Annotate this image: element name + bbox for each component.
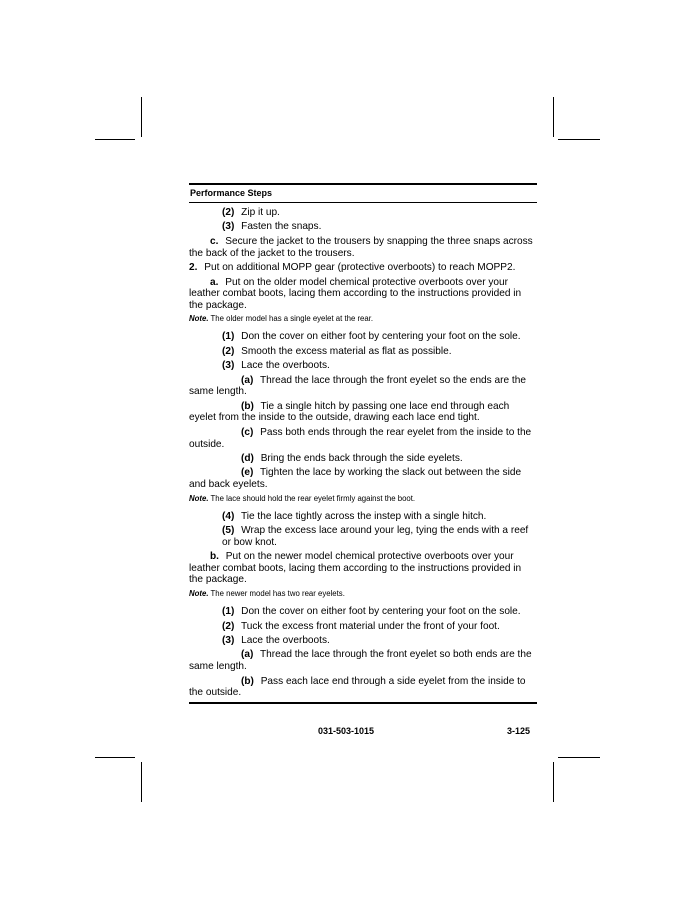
step-text: Zip it up.: [241, 207, 280, 218]
step-label: b.: [210, 551, 219, 563]
page-body: [189, 183, 537, 704]
step-text: Tighten the lace by working the slack out between the side and back eyelets.: [189, 467, 522, 491]
step-text: Tie a single hitch by passing one lace end through each eyelet from the inside to the outside, drawing each lace end tight.: [189, 400, 510, 424]
step-label: (2): [222, 207, 235, 218]
note-text: The newer model has two rear eyelets.: [210, 589, 345, 599]
step-text: Secure the jacket to the trousers by snapping the three snaps across the back of the jacket to the trousers.: [189, 235, 533, 259]
step-paragraph: [189, 635, 537, 647]
step-paragraph: [189, 621, 537, 633]
step-text: Pass each lace end through a side eyelet from the inside to the outside.: [189, 675, 526, 699]
step-label: (d): [241, 453, 254, 464]
note-label: Note.: [189, 493, 209, 503]
step-paragraph: [189, 649, 537, 672]
step-paragraph: [189, 453, 537, 465]
step-text: Bring the ends back through the side eyelets.: [260, 453, 463, 464]
step-label: (1): [222, 331, 235, 343]
note-paragraph: [189, 494, 537, 503]
header-rule: [189, 183, 537, 185]
crop-mark-top-right-h: [558, 139, 600, 140]
note-text: The older model has a single eyelet at the rear.: [210, 314, 374, 324]
step-paragraph: [189, 511, 537, 523]
step-paragraph: [189, 277, 537, 312]
footer-rule: [189, 702, 537, 704]
step-label: (3): [222, 221, 235, 233]
step-label: (c): [241, 426, 254, 438]
step-text: Put on the newer model chemical protective overboots over your leather combat boots, lacing them according to the instructions provided in the package.: [189, 551, 522, 586]
note-text: The lace should hold the rear eyelet firmly against the boot.: [210, 493, 416, 503]
step-label: (5): [222, 525, 235, 537]
performance-steps-content: [189, 207, 537, 699]
step-paragraph: [189, 207, 537, 219]
crop-mark-top-left-v: [141, 97, 142, 137]
step-paragraph: [189, 346, 537, 358]
step-text: Smooth the excess material as flat as possible.: [241, 345, 452, 357]
step-paragraph: [189, 221, 537, 233]
step-paragraph: [189, 427, 537, 450]
page-number: 3-125: [507, 726, 531, 736]
step-text: Put on the older model chemical protective overboots over your leather combat boots, lacing them according to the instructions provided in the package.: [189, 276, 522, 311]
step-paragraph: [189, 401, 537, 424]
step-text: Thread the lace through the front eyelet so the ends are the same length.: [189, 374, 526, 398]
step-paragraph: [189, 331, 537, 343]
step-label: (a): [241, 649, 254, 661]
step-label: (e): [241, 467, 254, 479]
step-paragraph: [189, 676, 537, 699]
step-label: (1): [222, 606, 235, 618]
step-label: (2): [222, 345, 235, 357]
step-paragraph: [189, 525, 537, 548]
crop-mark-bottom-left-h: [95, 757, 135, 758]
step-label: 2.: [189, 262, 198, 274]
step-paragraph: [189, 606, 537, 618]
crop-mark-bottom-right-h: [558, 757, 600, 758]
step-text: Fasten the snaps.: [241, 221, 322, 233]
note-paragraph: [189, 589, 537, 598]
note-label: Note.: [189, 314, 209, 324]
step-text: Put on additional MOPP gear (protective overboots) to reach MOPP2.: [204, 262, 516, 274]
crop-mark-bottom-left-v: [141, 762, 142, 802]
note-label: Note.: [189, 589, 209, 599]
step-label: (3): [222, 634, 235, 646]
step-label: (b): [241, 675, 254, 687]
step-paragraph: [189, 236, 537, 259]
header-underline: [189, 202, 537, 203]
section-header: Performance Steps: [190, 188, 273, 198]
step-label: a.: [210, 276, 219, 288]
step-text: Don the cover on either foot by centering your foot on the sole.: [241, 606, 521, 618]
step-text: Wrap the excess lace around your leg, tying the ends with a reef or bow knot.: [222, 525, 529, 548]
step-text: Lace the overboots.: [241, 360, 330, 372]
crop-mark-top-right-v: [553, 97, 554, 137]
step-label: (a): [241, 374, 254, 386]
step-label: (2): [222, 620, 235, 632]
step-label: (3): [222, 360, 235, 372]
step-text: Thread the lace through the front eyelet so both ends are the same length.: [189, 649, 532, 673]
step-text: Don the cover on either foot by centering your foot on the sole.: [241, 331, 521, 343]
crop-mark-top-left-h: [95, 139, 135, 140]
step-paragraph: [189, 360, 537, 372]
step-paragraph: [189, 262, 537, 274]
step-label: c.: [210, 235, 219, 247]
doc-number: 031-503-1015: [318, 726, 375, 736]
step-paragraph: [189, 375, 537, 398]
step-paragraph: [189, 467, 537, 490]
step-text: Tuck the excess front material under the front of your foot.: [240, 620, 500, 632]
step-paragraph: [189, 551, 537, 586]
note-paragraph: [189, 314, 537, 323]
step-text: Pass both ends through the rear eyelet from the inside to the outside.: [189, 426, 532, 450]
step-label: (b): [241, 400, 254, 412]
step-text: Tie the lace tightly across the instep with a single hitch.: [240, 510, 487, 522]
step-text: Lace the overboots.: [241, 634, 330, 646]
step-label: (4): [222, 510, 235, 522]
crop-mark-bottom-right-v: [553, 762, 554, 802]
